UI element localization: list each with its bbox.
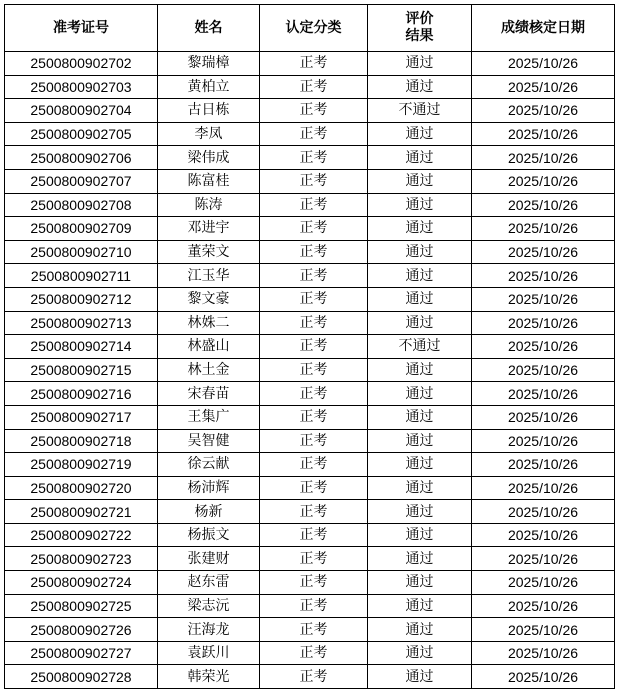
cell-result: 通过 (368, 240, 472, 264)
table-row (5, 217, 615, 241)
header-result-line1: 评价 (405, 11, 434, 27)
cell-exam-id: 2500800902702 (5, 52, 158, 76)
cell-date: 2025/10/26 (472, 429, 615, 453)
cell-date: 2025/10/26 (472, 193, 615, 217)
cell-name: 杨新 (158, 500, 260, 524)
cell-date: 2025/10/26 (472, 594, 615, 618)
cell-name: 韩荣光 (158, 665, 260, 689)
cell-exam-id: 2500800902727 (5, 641, 158, 665)
cell-name: 汪海龙 (158, 618, 260, 642)
cell-name: 袁跃川 (158, 641, 260, 665)
cell-date: 2025/10/26 (472, 523, 615, 547)
cell-category: 正考 (260, 382, 368, 406)
table-row (5, 335, 615, 359)
cell-date: 2025/10/26 (472, 453, 615, 477)
table-row (5, 618, 615, 642)
table-row (5, 146, 615, 170)
table-row (5, 594, 615, 618)
cell-name: 林姝二 (158, 311, 260, 335)
cell-category: 正考 (260, 287, 368, 311)
cell-exam-id: 2500800902712 (5, 287, 158, 311)
header-result-line2: 结果 (405, 28, 434, 44)
cell-date: 2025/10/26 (472, 122, 615, 146)
cell-exam-id: 2500800902721 (5, 500, 158, 524)
cell-exam-id: 2500800902706 (5, 146, 158, 170)
cell-result: 通过 (368, 547, 472, 571)
cell-name: 黎瑞樟 (158, 52, 260, 76)
cell-name: 董荣文 (158, 240, 260, 264)
table-row (5, 476, 615, 500)
cell-date: 2025/10/26 (472, 618, 615, 642)
cell-category: 正考 (260, 335, 368, 359)
table-row (5, 429, 615, 453)
table-row (5, 169, 615, 193)
table-row (5, 287, 615, 311)
cell-exam-id: 2500800902715 (5, 358, 158, 382)
table-row (5, 665, 615, 689)
cell-date: 2025/10/26 (472, 169, 615, 193)
cell-category: 正考 (260, 240, 368, 264)
table-row (5, 75, 615, 99)
cell-date: 2025/10/26 (472, 358, 615, 382)
cell-result: 通过 (368, 641, 472, 665)
cell-exam-id: 2500800902720 (5, 476, 158, 500)
cell-date: 2025/10/26 (472, 217, 615, 241)
table-row (5, 641, 615, 665)
cell-result: 通过 (368, 358, 472, 382)
cell-category: 正考 (260, 618, 368, 642)
cell-category: 正考 (260, 146, 368, 170)
cell-date: 2025/10/26 (472, 382, 615, 406)
cell-exam-id: 2500800902722 (5, 523, 158, 547)
cell-category: 正考 (260, 311, 368, 335)
cell-name: 林土金 (158, 358, 260, 382)
cell-result: 不通过 (368, 99, 472, 123)
cell-date: 2025/10/26 (472, 476, 615, 500)
cell-date: 2025/10/26 (472, 146, 615, 170)
table-row (5, 382, 615, 406)
cell-category: 正考 (260, 453, 368, 477)
cell-date: 2025/10/26 (472, 75, 615, 99)
cell-result: 通过 (368, 571, 472, 595)
cell-date: 2025/10/26 (472, 405, 615, 429)
header-exam-id: 准考证号 (5, 5, 158, 52)
table-row (5, 571, 615, 595)
cell-result: 通过 (368, 169, 472, 193)
cell-category: 正考 (260, 547, 368, 571)
cell-exam-id: 2500800902710 (5, 240, 158, 264)
table-row (5, 523, 615, 547)
header-category: 认定分类 (260, 5, 368, 52)
cell-exam-id: 2500800902725 (5, 594, 158, 618)
cell-name: 杨沛辉 (158, 476, 260, 500)
table-row (5, 122, 615, 146)
cell-category: 正考 (260, 358, 368, 382)
cell-exam-id: 2500800902709 (5, 217, 158, 241)
table-body (5, 52, 615, 689)
cell-name: 王集广 (158, 405, 260, 429)
cell-category: 正考 (260, 264, 368, 288)
cell-exam-id: 2500800902711 (5, 264, 158, 288)
cell-category: 正考 (260, 665, 368, 689)
cell-name: 李凤 (158, 122, 260, 146)
header-row (5, 5, 615, 52)
cell-category: 正考 (260, 99, 368, 123)
cell-name: 宋春苗 (158, 382, 260, 406)
cell-name: 杨振文 (158, 523, 260, 547)
table-row (5, 264, 615, 288)
cell-result: 通过 (368, 429, 472, 453)
cell-result: 通过 (368, 405, 472, 429)
table-row (5, 311, 615, 335)
table-row (5, 500, 615, 524)
cell-name: 黄柏立 (158, 75, 260, 99)
cell-category: 正考 (260, 169, 368, 193)
cell-result: 通过 (368, 453, 472, 477)
cell-result: 通过 (368, 665, 472, 689)
cell-category: 正考 (260, 122, 368, 146)
cell-exam-id: 2500800902728 (5, 665, 158, 689)
cell-name: 黎文豪 (158, 287, 260, 311)
cell-date: 2025/10/26 (472, 335, 615, 359)
cell-name: 林盛山 (158, 335, 260, 359)
cell-date: 2025/10/26 (472, 287, 615, 311)
cell-date: 2025/10/26 (472, 99, 615, 123)
cell-result: 不通过 (368, 335, 472, 359)
table-row (5, 405, 615, 429)
cell-category: 正考 (260, 571, 368, 595)
cell-category: 正考 (260, 476, 368, 500)
cell-category: 正考 (260, 594, 368, 618)
cell-category: 正考 (260, 429, 368, 453)
cell-exam-id: 2500800902719 (5, 453, 158, 477)
cell-name: 陈涛 (158, 193, 260, 217)
cell-date: 2025/10/26 (472, 500, 615, 524)
cell-name: 古日栋 (158, 99, 260, 123)
cell-exam-id: 2500800902716 (5, 382, 158, 406)
cell-result: 通过 (368, 594, 472, 618)
cell-category: 正考 (260, 193, 368, 217)
cell-date: 2025/10/26 (472, 52, 615, 76)
cell-result: 通过 (368, 217, 472, 241)
cell-date: 2025/10/26 (472, 665, 615, 689)
cell-exam-id: 2500800902704 (5, 99, 158, 123)
cell-category: 正考 (260, 523, 368, 547)
table-row (5, 52, 615, 76)
cell-category: 正考 (260, 52, 368, 76)
cell-result: 通过 (368, 75, 472, 99)
table-row (5, 193, 615, 217)
cell-exam-id: 2500800902726 (5, 618, 158, 642)
header-result (368, 5, 472, 52)
cell-category: 正考 (260, 217, 368, 241)
cell-result: 通过 (368, 122, 472, 146)
cell-exam-id: 2500800902708 (5, 193, 158, 217)
cell-date: 2025/10/26 (472, 641, 615, 665)
cell-date: 2025/10/26 (472, 311, 615, 335)
cell-result: 通过 (368, 146, 472, 170)
table-row (5, 358, 615, 382)
exam-results-table (4, 4, 615, 689)
cell-result: 通过 (368, 52, 472, 76)
cell-category: 正考 (260, 500, 368, 524)
cell-exam-id: 2500800902713 (5, 311, 158, 335)
cell-exam-id: 2500800902714 (5, 335, 158, 359)
header-date: 成绩核定日期 (472, 5, 615, 52)
cell-result: 通过 (368, 193, 472, 217)
header-name: 姓名 (158, 5, 260, 52)
cell-exam-id: 2500800902723 (5, 547, 158, 571)
cell-result: 通过 (368, 618, 472, 642)
cell-name: 梁志沅 (158, 594, 260, 618)
table-row (5, 99, 615, 123)
cell-name: 陈富桂 (158, 169, 260, 193)
cell-category: 正考 (260, 405, 368, 429)
cell-date: 2025/10/26 (472, 240, 615, 264)
cell-date: 2025/10/26 (472, 547, 615, 571)
cell-result: 通过 (368, 382, 472, 406)
table-row (5, 453, 615, 477)
cell-name: 江玉华 (158, 264, 260, 288)
cell-date: 2025/10/26 (472, 264, 615, 288)
cell-exam-id: 2500800902717 (5, 405, 158, 429)
cell-result: 通过 (368, 287, 472, 311)
cell-exam-id: 2500800902705 (5, 122, 158, 146)
cell-exam-id: 2500800902703 (5, 75, 158, 99)
cell-exam-id: 2500800902724 (5, 571, 158, 595)
cell-result: 通过 (368, 500, 472, 524)
table-row (5, 240, 615, 264)
cell-result: 通过 (368, 311, 472, 335)
cell-exam-id: 2500800902718 (5, 429, 158, 453)
cell-name: 梁伟成 (158, 146, 260, 170)
cell-name: 张建财 (158, 547, 260, 571)
cell-result: 通过 (368, 264, 472, 288)
cell-name: 吴智健 (158, 429, 260, 453)
cell-result: 通过 (368, 476, 472, 500)
cell-name: 邓进宇 (158, 217, 260, 241)
cell-exam-id: 2500800902707 (5, 169, 158, 193)
cell-result: 通过 (368, 523, 472, 547)
cell-category: 正考 (260, 75, 368, 99)
cell-date: 2025/10/26 (472, 571, 615, 595)
table-row (5, 547, 615, 571)
cell-category: 正考 (260, 641, 368, 665)
cell-name: 赵东雷 (158, 571, 260, 595)
cell-name: 徐云献 (158, 453, 260, 477)
